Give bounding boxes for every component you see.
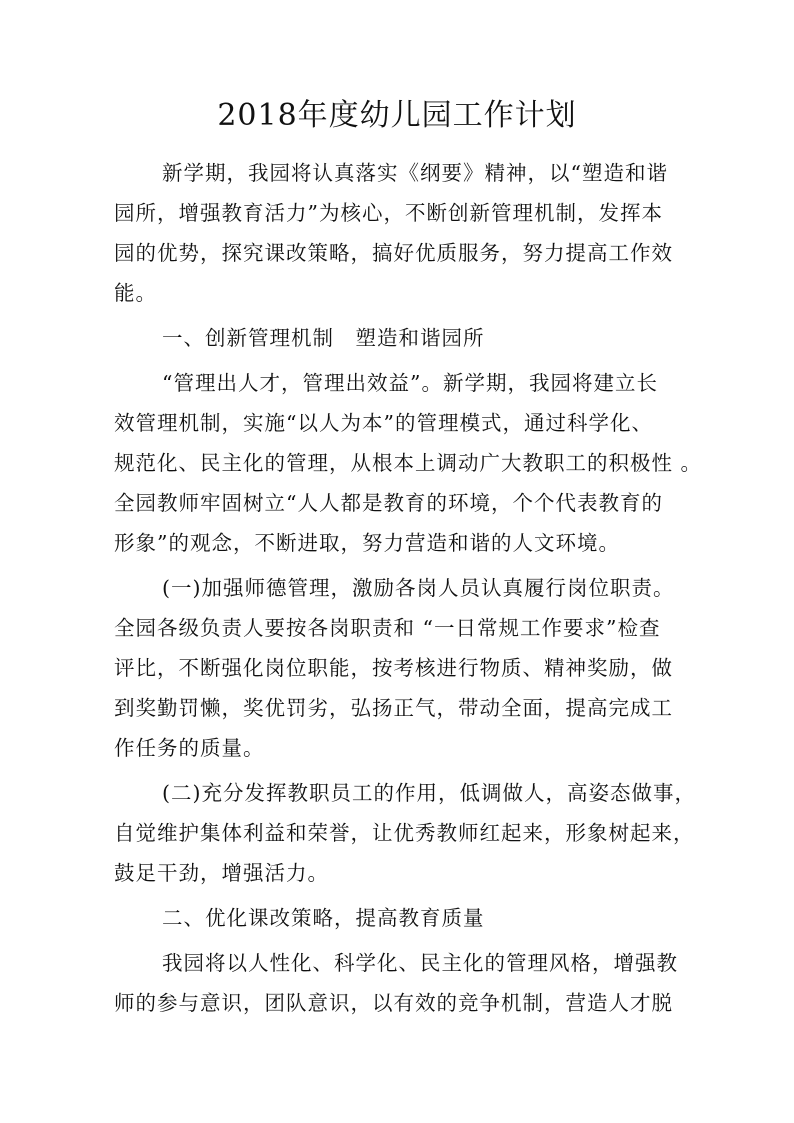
paragraph-line: 全园教师牢固树立“人人都是教育的环境，个个代表教育的 [114, 491, 663, 515]
paragraph-line: 自觉维护集体利益和荣誉，让优秀教师红起来，形象树起来， [114, 821, 695, 845]
section-heading: 一、创新管理机制 塑造和谐园所 [162, 326, 485, 350]
document-title: 2018年度幼儿园工作计划 [217, 98, 577, 133]
paragraph-line: 我园将以人性化、科学化、民主化的管理风格，增强教 [162, 951, 678, 975]
paragraph-line: 评比，不断强化岗位职能，按考核进行物质、精神奖励，做 [114, 656, 673, 680]
section-heading: 二、优化课改策略，提高教育质量 [162, 906, 485, 930]
paragraph-line: 师的参与意识，团队意识，以有效的竞争机制，营造人才脱 [114, 991, 673, 1015]
subsection-line: (二)充分发挥教职员工的作用，低调做人，高姿态做事， [162, 781, 696, 805]
paragraph-line: 园的优势，探究课改策略，搞好优质服务，努力提高工作效 [114, 241, 673, 265]
paragraph-line: 新学期，我园将认真落实《纲要》精神，以“塑造和谐 [162, 161, 668, 185]
paragraph-line: 到奖勤罚懒，奖优罚劣，弘扬正气，带动全面，提高完成工 [114, 696, 673, 720]
subsection-line: (一)加强师德管理，激励各岗人员认真履行岗位职责。 [162, 576, 675, 600]
paragraph-line: “管理出人才，管理出效益”。新学期，我园将建立长 [162, 371, 658, 395]
paragraph-line: 园所，增强教育活力”为核心，不断创新管理机制，发挥本 [114, 201, 663, 225]
paragraph-line: 作任务的质量。 [114, 736, 265, 760]
paragraph-line: 鼓足干劲，增强活力。 [114, 861, 329, 885]
paragraph-line: 能。 [114, 281, 157, 305]
paragraph-line: 效管理机制，实施“以人为本”的管理模式，通过科学化、 [114, 411, 653, 435]
paragraph-line: 规范化、民主化的管理，从根本上调动广大教职工的积极性 。 [114, 451, 703, 475]
paragraph-line: 全园各级负责人要按各岗职责和 “一日常规工作要求”检查 [114, 616, 661, 640]
paragraph-line: 形象”的观念，不断进取，努力营造和谐的人文环境。 [114, 531, 620, 555]
